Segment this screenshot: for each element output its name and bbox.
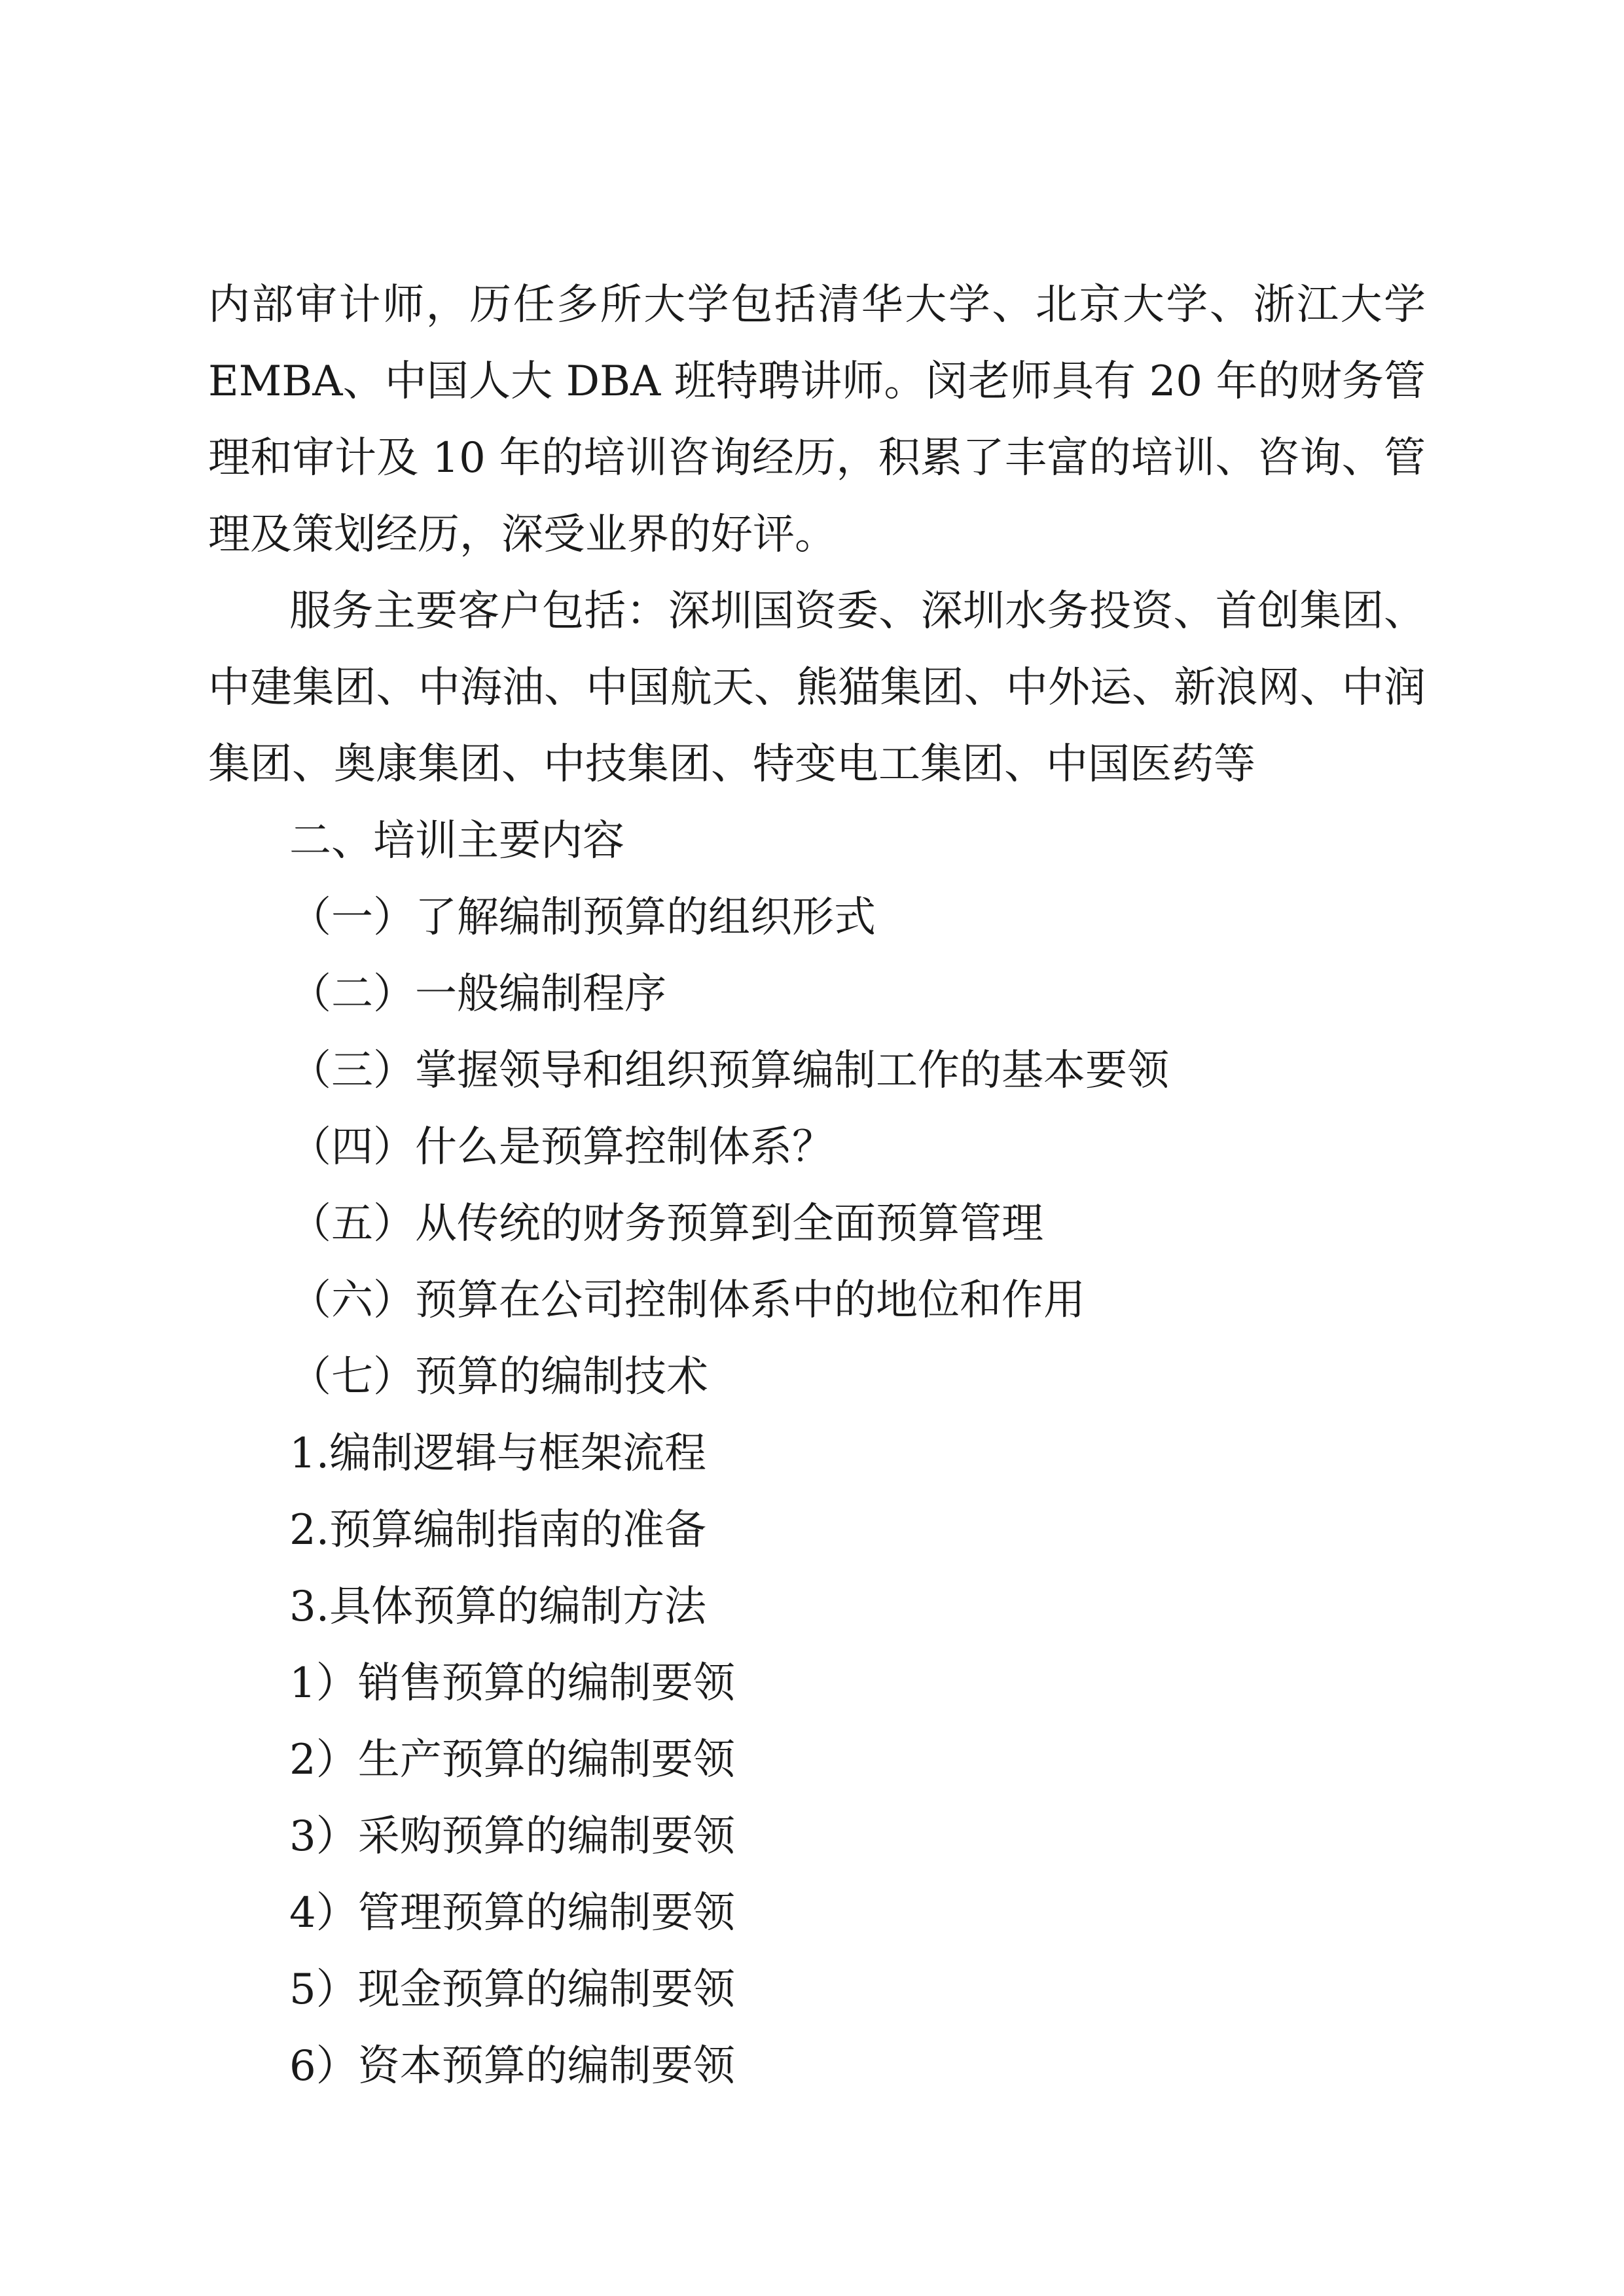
document-body <box>208 267 1426 2105</box>
sub-item-2: 2.预算编制指南的准备 <box>289 1506 707 1554</box>
budget-item-cash: 5）现金预算的编制要领 <box>289 1965 735 2014</box>
sub-item-1: 1.编制逻辑与框架流程 <box>289 1429 707 1478</box>
bio-paragraph: 内部审计师，历任多所大学包括清华大学、北京大学、浙江大学EMBA、中国人大 DBA 班特聘讲师。闵老师具有 20 年的财务管理和审计及 10 年的培训咨询经历，积累了丰富的培训、咨询、管理及策划经历，深受业界的好评。 <box>208 281 1426 559</box>
budget-item-capital: 6）资本预算的编制要领 <box>289 2042 735 2090</box>
outline-item-5: （五）从传统的财务预算到全面预算管理 <box>289 1200 1043 1248</box>
outline-item-1: （一）了解编制预算的组织形式 <box>289 893 876 942</box>
outline-item-7: （七）预算的编制技术 <box>289 1353 708 1401</box>
budget-item-procurement: 3）采购预算的编制要领 <box>289 1812 735 1861</box>
budget-item-sales: 1）销售预算的编制要领 <box>289 1659 735 1708</box>
budget-item-management: 4）管理预算的编制要领 <box>289 1889 735 1937</box>
outline-item-2: （二）一般编制程序 <box>289 970 666 1018</box>
clients-paragraph: 服务主要客户包括：深圳国资委、深圳水务投资、首创集团、中建集团、中海油、中国航天、熊猫集团、中外运、新浪网、中润集团、奥康集团、中技集团、特变电工集团、中国医药等 <box>208 587 1426 789</box>
outline-item-6: （六）预算在公司控制体系中的地位和作用 <box>289 1276 1085 1325</box>
outline-item-3: （三）掌握领导和组织预算编制工作的基本要领 <box>289 1047 1169 1095</box>
sub-item-3: 3.具体预算的编制方法 <box>289 1583 707 1631</box>
outline-item-4: （四）什么是预算控制体系？ <box>289 1123 834 1172</box>
section-heading: 二、培训主要内容 <box>289 817 624 865</box>
budget-item-production: 2）生产预算的编制要领 <box>289 1736 735 1784</box>
